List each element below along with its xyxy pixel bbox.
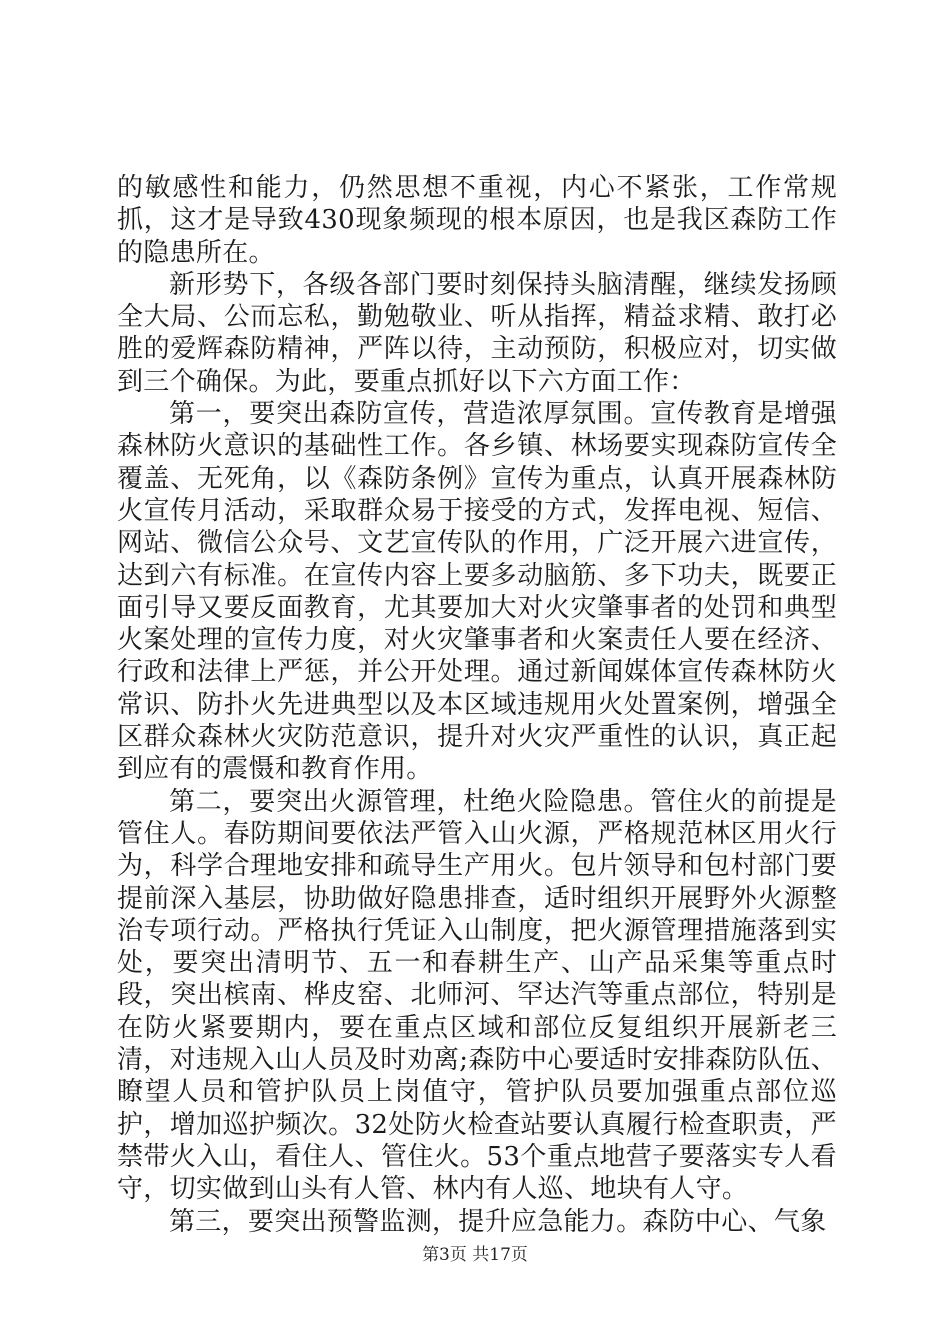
paragraph: 的敏感性和能力，仍然思想不重视，内心不紧张，工作常规抓，这才是导致430现象频现的根本原因，也是我区森防工作的隐患所在。 — [117, 173, 837, 268]
page-number: 第3页 共17页 — [422, 1245, 528, 1265]
paragraph: 新形势下，各级各部门要时刻保持头脑清醒，继续发扬顾全大局、公而忘私，勤勉敬业、听从指挥，精益求精、敢打必胜的爱辉森防精神，严阵以待，主动预防，积极应对，切实做到三个确保。为此，要重点抓好以下六方面工作： — [117, 269, 837, 397]
paragraph: 第二，要突出火源管理，杜绝火险隐患。管住火的前提是管住人。春防期间要依法严管入山火源，严格规范林区用火行为，科学合理地安排和疏导生产用火。包片领导和包村部门要提前深入基层，协助做好隐患排查，适时组织开展野外火源整治专项行动。严格执行凭证入山制度，把火源管理措施落到实处，要突出清明节、五一和春耕生产、山产品采集等重点时段，突出槟南、桦皮窑、北师河、罕达汽等重点部位，特别是在防火紧要期内，要在重点区域和部位反复组织开展新老三清，对违规入山人员及时劝离;森防中心要适时安排森防队伍、瞭望人员和管护队员上岗值守，管护队员要加强重点部位巡护，增加巡护频次。32处防火检查站要认真履行检查职责，严禁带火入山，看住人、管住火。53个重点地营子要落实专人看守，切实做到山头有人管、林内有人巡、地块有人守。 — [117, 786, 837, 1205]
paragraph: 第三，要突出预警监测，提升应急能力。森防中心、气象 — [169, 1206, 827, 1237]
document-body — [117, 172, 837, 1238]
paragraph: 第一，要突出森防宣传，营造浓厚氛围。宣传教育是增强森林防火意识的基础性工作。各乡镇、林场要实现森防宣传全覆盖、无死角，以《森防条例》宣传为重点，认真开展森林防火宣传月活动，采取群众易于接受的方式，发挥电视、短信、网站、微信公众号、文艺宣传队的作用，广泛开展六进宣传，达到六有标准。在宣传内容上要多动脑筋、多下功夫，既要正面引导又要反面教育，尤其要加大对火灾肇事者的处罚和典型火案处理的宣传力度，对火灾肇事者和火案责任人要在经济、行政和法律上严惩，并公开处理。通过新闻媒体宣传森林防火常识、防扑火先进典型以及本区域违规用火处置案例，增强全区群众森林火灾防范意识，提升对火灾严重性的认识，真正起到应有的震慑和教育作用。 — [117, 399, 837, 785]
